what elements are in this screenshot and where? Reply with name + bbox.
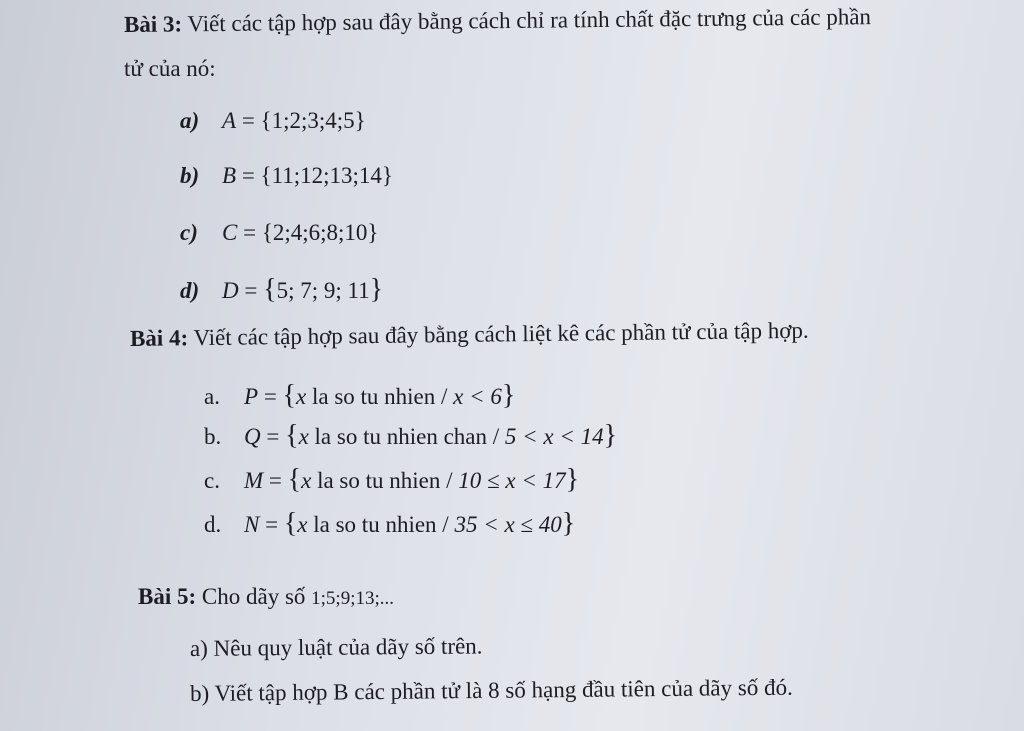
set-a-name: A [222, 108, 237, 133]
bai3-item-a-label: a) [180, 108, 200, 133]
bai5-part-a [190, 633, 483, 662]
set-n-desc: la so tu nhien / [313, 512, 449, 537]
set-n-cond: 35 < x ≤ 40 [454, 512, 562, 537]
set-n-name: N [244, 512, 260, 537]
set-d-elements: 5; 7; 9; 11 [276, 278, 370, 303]
bai4-heading-line [130, 318, 809, 352]
bai5-heading-line [138, 584, 394, 610]
set-q-name: Q [244, 424, 261, 449]
bai3-item-b-label: b) [180, 163, 200, 188]
bai5-text: Cho dãy số [201, 584, 306, 609]
set-m-name: M [244, 468, 264, 493]
bai3-item-d: d) D = {5; 7; 9; 11} [180, 274, 384, 305]
bai4-item-c: c. M = {x la so tu nhien / 10 ≤ x < 17} [204, 464, 580, 495]
set-a-elements: 1;2;3;4;5 [271, 108, 355, 133]
bai4-item-d: d. N = {x la so tu nhien / 35 < x ≤ 40} [204, 508, 576, 539]
bai4-item-a: a. P = {x la so tu nhien / x < 6} [204, 380, 516, 411]
bai5-part-a-text: a) Nêu quy luật của dãy số trên. [189, 633, 483, 661]
set-p-name: P [244, 384, 259, 409]
bai3-text-2: tử của nó: [124, 56, 216, 81]
bai4-item-b-label: b. [204, 424, 222, 449]
set-p-cond: x < 6 [453, 384, 502, 409]
bai3-text-line-2 [124, 56, 216, 82]
bai3-item-c-label: c) [180, 220, 198, 245]
bai4-item-d-label: d. [204, 512, 222, 537]
set-d-name: D [222, 278, 239, 303]
bai4-item-b: b. Q = {x la so tu nhien chan / 5 < x < 14} [204, 420, 618, 451]
bai3-heading-line [124, 4, 871, 38]
bai3-item-b: b) B = {11;12;13;14} [180, 163, 393, 188]
set-q-desc: la so tu nhien chan / [314, 424, 500, 449]
bai4-title: Bài 4: [129, 325, 189, 351]
bai5-part-b-text: b) Viết tập hợp B các phần tử là 8 số hạng đầu tiên của dãy số đó. [189, 674, 793, 706]
bai5-title: Bài 5: [138, 584, 197, 609]
set-c-elements: 2;4;6;8;10 [272, 220, 368, 245]
bai3-item-d-label: d) [180, 278, 200, 303]
bai4-item-a-label: a. [204, 384, 220, 409]
bai3-text-1: Viết các tập hợp sau đây bằng cách chỉ ra tính chất đặc trưng của các phần [187, 4, 872, 37]
set-m-desc: la so tu nhien / [317, 468, 453, 493]
set-c-name: C [222, 220, 238, 245]
bai5-sequence: 1;5;9;13;... [311, 588, 395, 609]
set-b-name: B [222, 163, 237, 188]
bai3-item-a: a) A = {1;2;3;4;5} [180, 108, 366, 133]
set-m-cond: 10 ≤ x < 17 [458, 468, 566, 493]
bai3-item-c: c) C = {2;4;6;8;10} [180, 220, 379, 245]
set-p-desc: la so tu nhien / [311, 384, 448, 409]
set-q-cond: 5 < x < 14 [504, 424, 604, 449]
bai4-text: Viết các tập hợp sau đây bằng cách liệt kê các phần tử của tập hợp. [193, 317, 809, 351]
set-b-elements: 11;12;13;14 [271, 163, 382, 188]
bai4-item-c-label: c. [204, 468, 220, 493]
bai5-part-b [190, 675, 793, 707]
bai3-title: Bài 3: [123, 11, 183, 37]
